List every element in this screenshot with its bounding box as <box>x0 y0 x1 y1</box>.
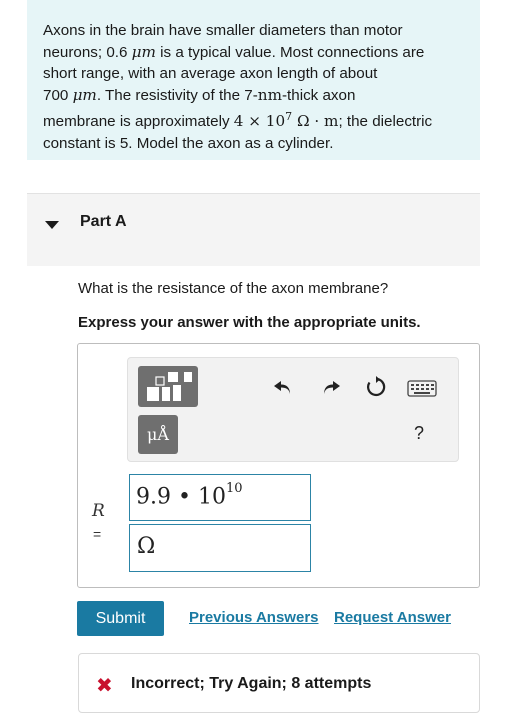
problem-unit: μm <box>72 85 97 104</box>
problem-line: short range, with an average axon length of about <box>43 65 378 83</box>
value-mantissa: 9.9 • 10 <box>136 484 226 510</box>
caret-down-icon[interactable] <box>45 221 59 229</box>
problem-line: constant is 5. Model the axon as a cylinder. <box>43 135 334 153</box>
reset-icon[interactable] <box>364 375 388 399</box>
units-input[interactable] <box>129 524 311 572</box>
keyboard-icon[interactable] <box>407 380 437 398</box>
problem-text: 700 <box>43 86 73 104</box>
request-answer-link[interactable]: Request Answer <box>334 609 451 626</box>
help-button[interactable]: ? <box>414 423 425 443</box>
feedback-text: Incorrect; Try Again; 8 attempts <box>131 675 372 692</box>
redo-icon[interactable] <box>320 377 342 397</box>
templates-icon[interactable] <box>138 366 198 407</box>
problem-line: Axons in the brain have smaller diameters than motor <box>43 22 403 39</box>
previous-answers-link[interactable]: Previous Answers <box>189 609 319 626</box>
problem-text: is a typical value. Most connections are <box>155 43 425 61</box>
instruction-text: Express your answer with the appropriate units. <box>78 314 421 331</box>
problem-unit: Ω · m <box>292 112 339 131</box>
problem-unit: μm <box>131 42 156 61</box>
undo-icon[interactable] <box>272 377 294 397</box>
equals-sign: = <box>93 526 102 542</box>
problem-text: . The resistivity of the 7- <box>96 86 258 104</box>
variable-label: R <box>92 501 105 521</box>
value-input[interactable] <box>129 474 311 521</box>
problem-statement <box>27 0 480 160</box>
problem-text: -thick axon <box>281 86 356 104</box>
problem-text: membrane is approximately <box>43 113 234 131</box>
problem-unit: nm <box>257 85 282 104</box>
value-exponent: 10 <box>225 481 243 496</box>
problem-text: ; the dielectric <box>338 113 433 131</box>
incorrect-icon: ✖ <box>96 675 113 697</box>
submit-button[interactable]: Submit <box>77 601 164 636</box>
problem-text: neurons; 0.6 <box>43 43 132 61</box>
units-value: Ω <box>137 534 156 559</box>
problem-math: 4 × 10 <box>233 112 286 131</box>
problem-exponent: 7 <box>285 110 293 124</box>
question-text: What is the resistance of the axon membrane? <box>78 280 389 297</box>
units-button[interactable]: μÅ <box>138 415 178 454</box>
part-title: Part A <box>80 213 127 230</box>
